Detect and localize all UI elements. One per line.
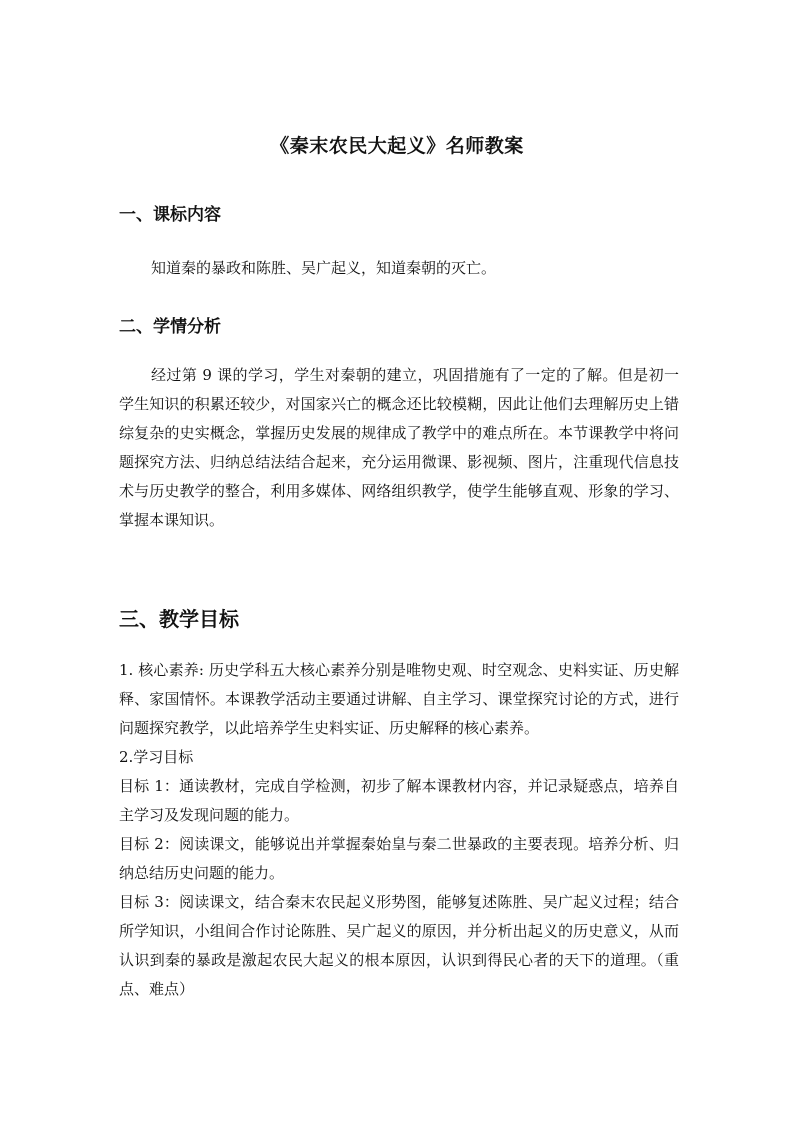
- objective-goal-2: 目标 2：阅读课文，能够说出并掌握秦始皇与秦二世暴政的主要表现。培养分析、归纳总结历史问题的能力。: [119, 835, 679, 882]
- section-text-analysis: 经过第 9 课的学习，学生对秦朝的建立，巩固措施有了一定的了解。但是初一学生知识的积累还较少，对国家兴亡的概念还比较模糊，因此让他们去理解历史上错综复杂的史实概念，掌握历史发展的规律成了教学中的难点所在。本节课教学中将问题探究方法、归纳总结法结合起来，充分运用微课、影视频、图片，注重现代信息技术与历史教学的整合，利用多媒体、网络组织教学，使学生能够直观、形象的学习、掌握本课知识。: [119, 366, 679, 529]
- objective-core-literacy: 1. 核心素养: 历史学科五大核心素养分别是唯物史观、时空观念、史料实证、历史解释、家国情怀。本课教学活动主要通过讲解、自主学习、课堂探究讨论的方式，进行问题探究教学，以此培养学生史料实证、历史解释的核心素养。: [119, 661, 679, 737]
- section-text-curriculum: 知道秦的暴政和陈胜、吴广起义，知道秦朝的灭亡。: [151, 259, 497, 277]
- objective-goal-3: 目标 3：阅读课文，结合秦末农民起义形势图，能够复述陈胜、吴广起义过程；结合所学知识，小组间合作讨论陈胜、吴广起义的原因，并分析出起义的历史意义，从而认识到秦的暴政是激起农民大起义的根本原因，认识到得民心者的天下的道理。（重点、难点）: [119, 893, 679, 998]
- objective-learning-goals-heading: 2.学习目标: [119, 748, 194, 766]
- section-heading-objectives: 三、教学目标: [119, 607, 239, 631]
- objectives-list: [119, 656, 679, 1004]
- objective-goal-1: 目标 1：通读教材，完成自学检测，初步了解本课教材内容，并记录疑惑点，培养自主学习及发现问题的能力。: [119, 777, 679, 824]
- document-title: 《秦末农民大起义》名师教案: [270, 135, 524, 157]
- section-heading-analysis: 二、学情分析: [119, 317, 221, 337]
- section-heading-curriculum: 一、课标内容: [119, 205, 221, 225]
